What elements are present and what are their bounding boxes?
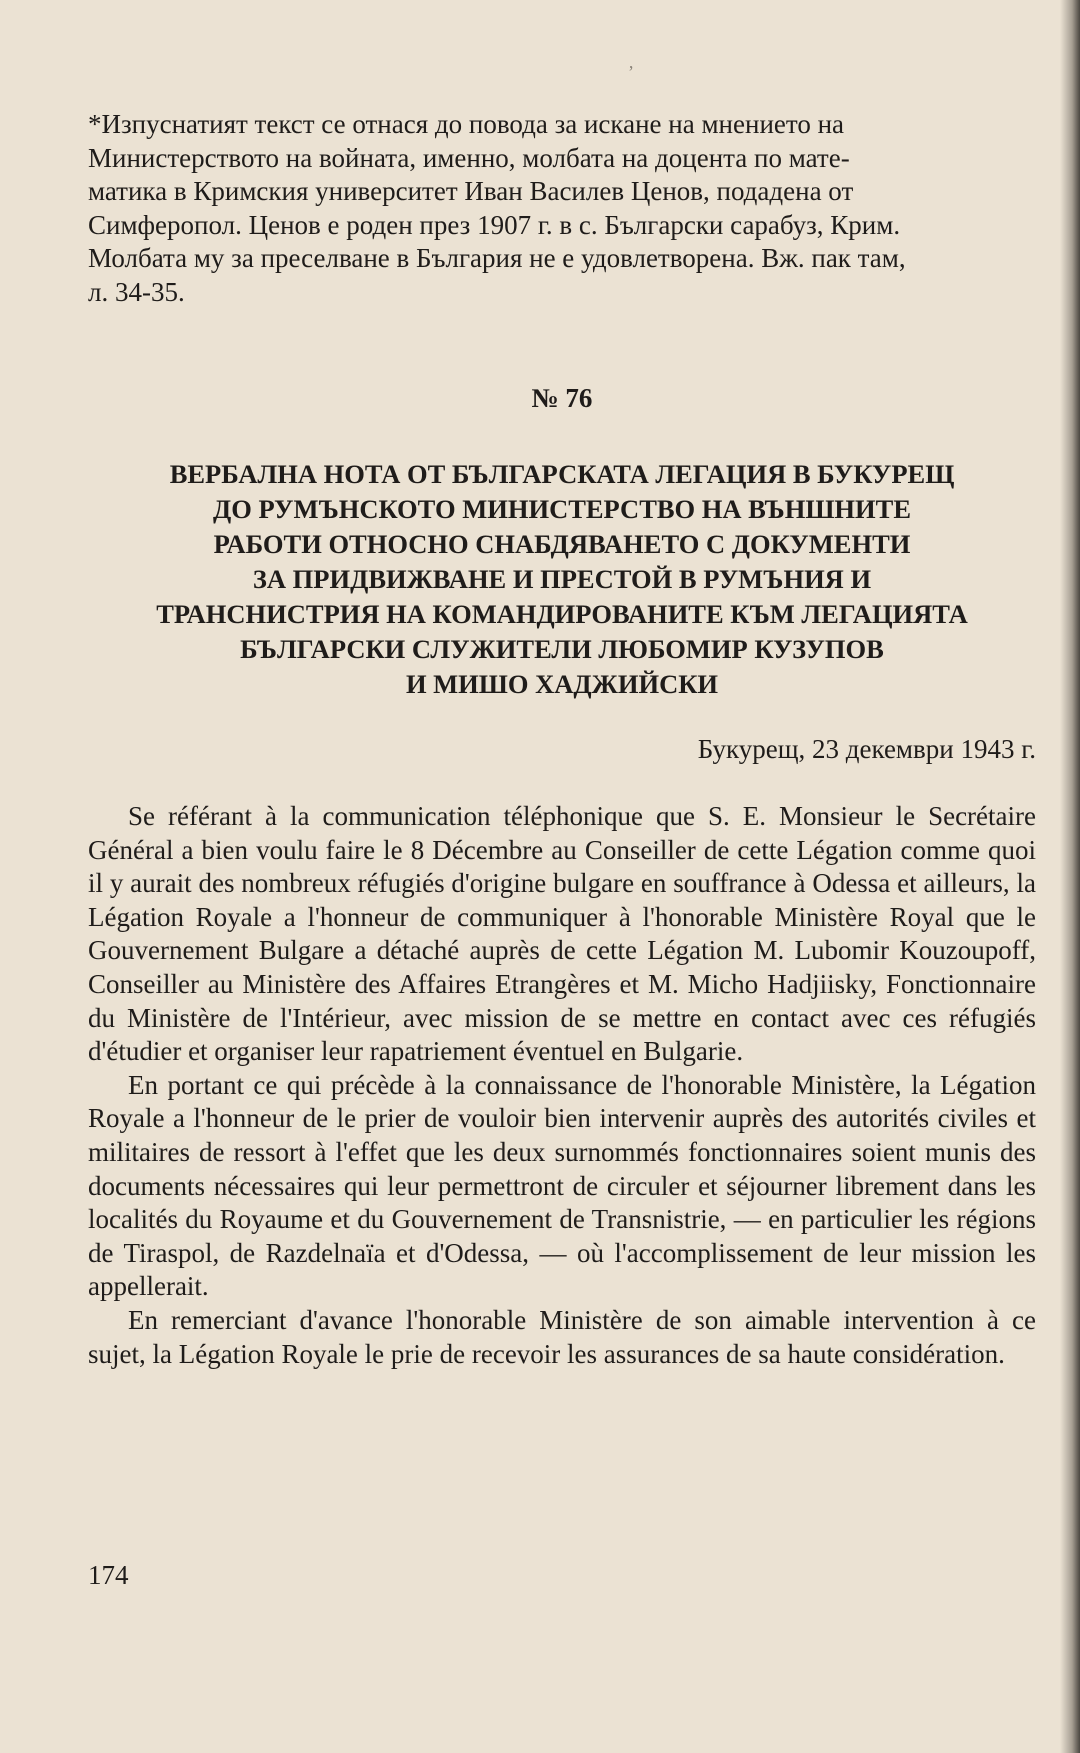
body-paragraph: Se référant à la communication téléphonique que S. E. Monsieur le Secrétaire Général a bien voulu faire le 8 Décembre au Conseiller de cette Légation comme quoi il y aurait des nombreux réfugiés d'origine bulgare en souffrance à Odessa et ailleurs, la Légation Royale a l'honneur de communiquer à l'honorable Ministère Royal que le Gouvernement Bulgare a détaché auprès de cette Légation M. Lubomir Kouzoupoff, Conseiller au Ministère des Affaires Etrangères et M. Micho Hadjiisky, Fonctionnaire du Ministère de l'Intérieur, avec mission de se mettre en contact avec ces réfugiés d'étudier et organiser leur rapatriement éventuel en Bulgarie. <box>88 801 1036 1067</box>
footnote-line: л. 34-35. <box>88 276 185 307</box>
title-line: ВЕРБАЛНА НОТА ОТ БЪЛГАРСКАТА ЛЕГАЦИЯ В БУКУРЕЩ <box>169 459 955 489</box>
page-content <box>88 108 1036 1371</box>
page-number: 174 <box>88 1560 129 1590</box>
footnote-line: Министерството на войната, именно, молбата на доцента по мате- <box>88 142 850 173</box>
footnote <box>88 108 1036 309</box>
page-edge-shadow <box>1060 0 1080 1753</box>
footnote-line: Симферопол. Ценов е роден през 1907 г. в с. Български сарабуз, Крим. <box>88 209 901 240</box>
document-title <box>88 457 1036 702</box>
title-line: И МИШО ХАДЖИЙСКИ <box>405 669 719 699</box>
title-line: ЗА ПРИДВИЖВАНЕ И ПРЕСТОЙ В РУМЪНИЯ И <box>252 564 872 594</box>
document-number: № 76 <box>531 383 593 413</box>
title-line: РАБОТИ ОТНОСНО СНАБДЯВАНЕТО С ДОКУМЕНТИ <box>213 529 911 559</box>
body-paragraph: En portant ce qui précède à la connaissance de l'honorable Ministère, la Légation Royale a l'honneur de le prier de vouloir bien intervenir auprès des autorités civiles et militaires de ressort à l'effet que les deux surnommés fonctionnaires soient munis des documents nécessaires qui leur permettront de circuler et séjourner librement dans les localités du Royaume et du Gouvernement de Transnistrie, — en particulier les régions de Tiraspol, de Razdelnaïa et d'Odessa, — où l'accomplissement de leur mission les appellerait. <box>88 1069 1036 1302</box>
footnote-line: *Изпуснатият текст се отнася до повода за искане на мнението на <box>88 109 844 139</box>
letter-body <box>88 800 1036 1371</box>
body-paragraph: En remerciant d'avance l'honorable Ministère de son aimable intervention à ce sujet, la Légation Royale le prie de recevoir les assurances de sa haute considération. <box>88 1304 1036 1369</box>
title-line: ТРАНСНИСТРИЯ НА КОМАНДИРОВАНИТЕ КЪМ ЛЕГАЦИЯТА <box>156 599 968 629</box>
footnote-line: матика в Кримския университет Иван Василев Ценов, подадена от <box>88 176 854 206</box>
title-line: БЪЛГАРСКИ СЛУЖИТЕЛИ ЛЮБОМИР КУЗУПОВ <box>240 634 884 664</box>
pencil-mark-decoration: ʼ <box>628 62 634 82</box>
title-line: ДО РУМЪНСКОТО МИНИСТЕРСТВО НА ВЪНШНИТЕ <box>213 494 911 524</box>
footnote-line: Молбата му за преселване в България не е удовлетворена. Вж. пак там, <box>88 243 906 273</box>
dateline: Букурещ, 23 декември 1943 г. <box>697 734 1036 764</box>
